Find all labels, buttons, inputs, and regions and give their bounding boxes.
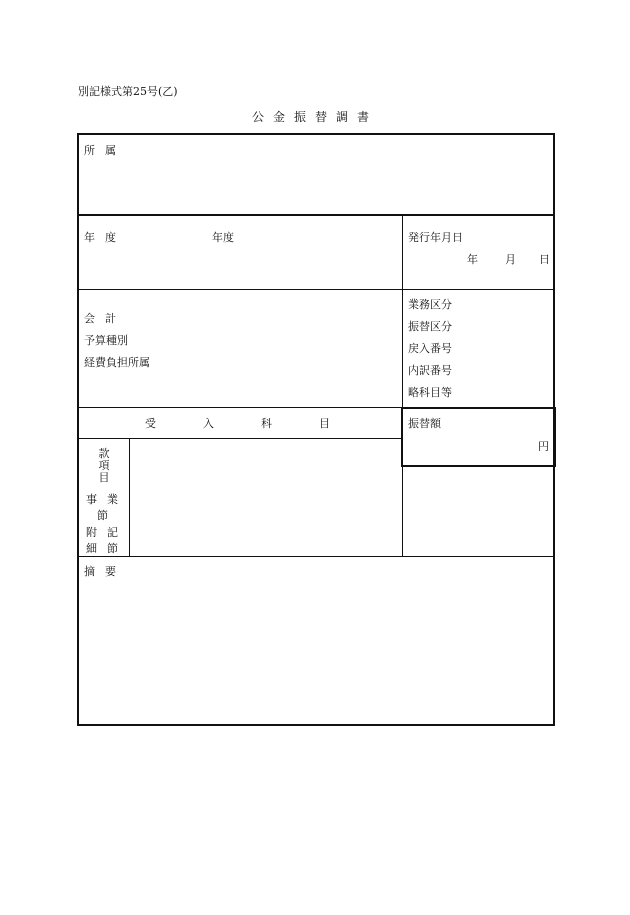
divider [77, 214, 555, 216]
jigyou-label: 事業 [86, 493, 128, 506]
issue-date-label: 発行年月日 [408, 231, 463, 244]
receiving-subject-label: 受入科目 [145, 417, 377, 430]
column-divider [129, 438, 130, 556]
setsu-label: 節 [97, 509, 108, 522]
form-number: 別記様式第25号(乙) [78, 85, 178, 98]
kou-kou-moku-label: 款項目 [98, 447, 110, 484]
divider [77, 556, 555, 557]
refund-number-label: 戻入番号 [408, 342, 452, 355]
saisetsu-label: 細節 [86, 542, 128, 555]
fuki-label: 附記 [86, 526, 128, 539]
date-day: 日 [539, 253, 550, 266]
column-divider [402, 214, 403, 556]
summary-label: 摘要 [84, 565, 126, 578]
date-month: 月 [505, 253, 516, 266]
divider [77, 438, 402, 439]
expense-dept-label: 経費負担所属 [84, 356, 150, 369]
date-year: 年 [467, 253, 478, 266]
fiscal-year-suffix: 年度 [212, 231, 234, 244]
transfer-amount-box [401, 407, 556, 467]
fiscal-year-label: 年度 [84, 231, 126, 244]
transfer-category-label: 振替区分 [408, 320, 452, 333]
divider [77, 289, 555, 290]
abbr-subject-label: 略科目等 [408, 386, 452, 399]
business-category-label: 業務区分 [408, 298, 452, 311]
accounting-label: 会計 [84, 312, 126, 325]
transfer-amount-label: 振替額 [408, 417, 441, 430]
yen-label: 円 [538, 440, 549, 453]
affiliation-label: 所属 [84, 144, 126, 157]
form-title: 公金振替調書 [251, 110, 378, 124]
detail-number-label: 内訳番号 [408, 364, 452, 377]
budget-type-label: 予算種別 [84, 334, 128, 347]
